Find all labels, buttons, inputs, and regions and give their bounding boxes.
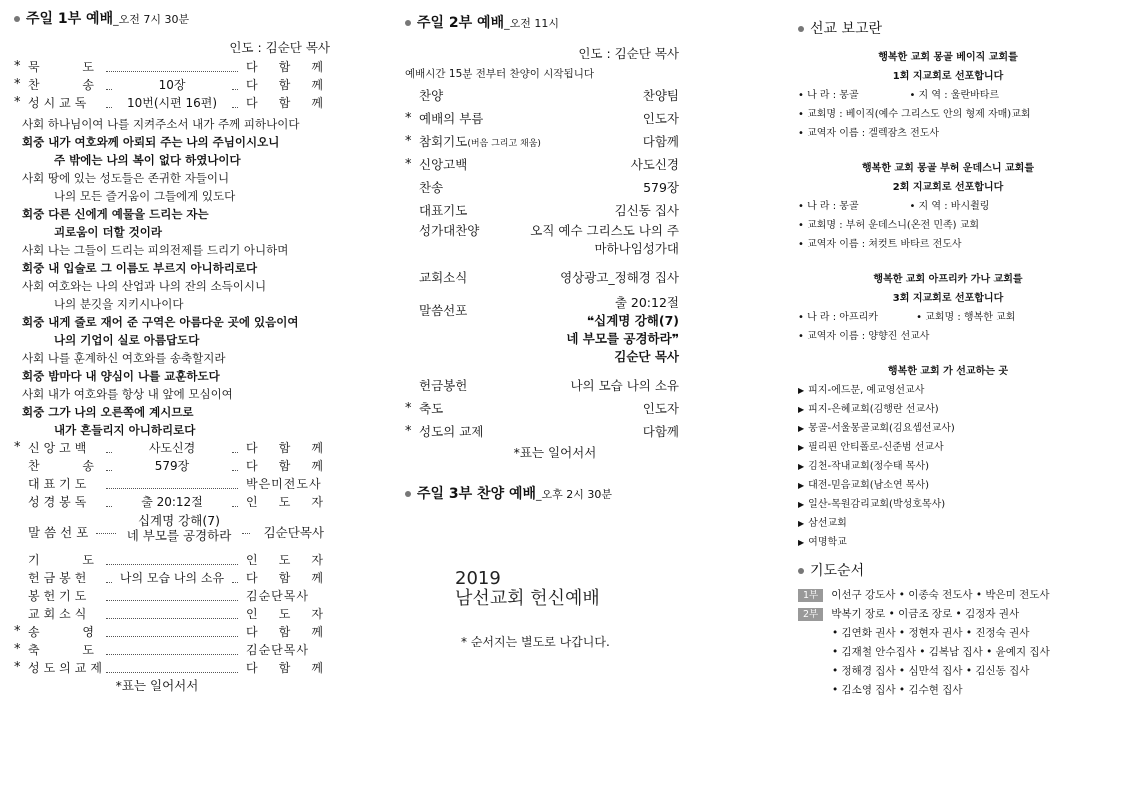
news-label: 교회소식 bbox=[419, 270, 468, 285]
order-row bbox=[14, 58, 330, 76]
reading-line: 회중 그가 나의 오른쪽에 계시므로 bbox=[22, 405, 194, 419]
prayer-row-2 bbox=[798, 605, 1098, 624]
mission-group bbox=[798, 48, 1098, 143]
order-row bbox=[14, 439, 330, 457]
support-item bbox=[798, 381, 1098, 400]
mission-column bbox=[798, 0, 1098, 700]
choir-row bbox=[405, 222, 685, 266]
standing-note: *표는 일어서서 bbox=[513, 445, 597, 460]
sermon-preacher: 김순단 목사 bbox=[614, 349, 679, 364]
event-year: 2019 bbox=[455, 568, 501, 589]
reading-line: 나의 모든 즐거움이 그들에게 있도다 bbox=[54, 189, 236, 203]
leader-dots bbox=[106, 89, 112, 90]
reading-line: 회중 내 입술로 그 이름도 부르지 아니하리로다 bbox=[22, 261, 258, 275]
triangle-bullet-icon: ▶ bbox=[798, 500, 805, 509]
order-row bbox=[14, 569, 330, 587]
leader-dots bbox=[106, 564, 238, 565]
support-item-text: 피지-에드문, 예교영선교사 bbox=[808, 385, 925, 396]
mission-detail: • 교역자 이름 : 겔렉잠츠 전도사 bbox=[798, 128, 940, 139]
leader-dots bbox=[106, 654, 238, 655]
standing-note: *표는 일어서서 bbox=[115, 678, 199, 693]
support-item-text: 피지-은혜교회(김행란 선교사) bbox=[808, 404, 939, 415]
support-item bbox=[798, 457, 1098, 476]
order-leader: 다 함 께 bbox=[246, 661, 324, 675]
reading-line: 사회 나를 훈계하신 여호와를 송축할지라 bbox=[22, 351, 226, 365]
order-leader: 김순단목사 bbox=[246, 643, 309, 657]
prayer-names: • 김연화 권사 • 정현자 권사 • 진정숙 권사 bbox=[832, 627, 1030, 639]
order-row bbox=[14, 493, 330, 511]
support-item bbox=[798, 476, 1098, 495]
triangle-bullet-icon: ▶ bbox=[798, 519, 805, 528]
order-label bbox=[419, 420, 483, 443]
bullet-dot-icon bbox=[405, 20, 411, 26]
mission-detail: • 나 라 : 몽골 • 지 역 : 바시췰링 bbox=[798, 201, 990, 212]
leader-dots bbox=[232, 470, 238, 471]
mission-group-declaration: 2회 지교회로 선포합니다 bbox=[892, 182, 1004, 193]
service-1-sermon-row bbox=[14, 511, 330, 551]
mission-title: 선교 보고란 bbox=[810, 21, 883, 37]
order-label: 대표기도 bbox=[28, 477, 91, 491]
triangle-bullet-icon: ▶ bbox=[798, 424, 805, 433]
standing-mark: * bbox=[14, 95, 21, 110]
prayer-names: 박복기 장로 • 이금조 장로 • 김정자 권사 bbox=[831, 608, 1020, 620]
order-label: 헌금봉헌 bbox=[28, 571, 91, 585]
responsive-reading bbox=[14, 115, 330, 439]
service-1-order-list bbox=[14, 58, 330, 112]
order-detail: 579장 bbox=[154, 459, 190, 473]
standing-mark: * bbox=[405, 134, 412, 149]
leader-dots bbox=[106, 470, 112, 471]
leader-dots bbox=[232, 506, 238, 507]
reading-line: 사회 나는 그들이 드리는 피의전제를 드리기 아니하며 bbox=[22, 243, 289, 257]
support-item-text: 대전-믿음교회(남소연 목사) bbox=[808, 480, 930, 491]
service-2-time: _오전 11시 bbox=[504, 17, 559, 30]
order-detail: 출 20:12절 bbox=[141, 495, 203, 509]
leader-dots bbox=[106, 71, 238, 72]
order-leader: 사도신경 bbox=[630, 157, 679, 172]
mission-detail: • 교회명 : 부허 운데스니(온전 민족) 교회 bbox=[798, 220, 980, 231]
choir-label: 성가대찬양 bbox=[419, 223, 480, 238]
leader-dots bbox=[96, 533, 116, 534]
support-list bbox=[798, 381, 1098, 552]
order-row bbox=[405, 107, 685, 130]
standing-mark: * bbox=[405, 424, 412, 439]
service-2-order-list-2 bbox=[405, 374, 685, 443]
support-item bbox=[798, 514, 1098, 533]
order-label: 성시교독 bbox=[28, 96, 91, 110]
order-leader: 인 도 자 bbox=[246, 607, 324, 621]
leader-dots bbox=[106, 582, 112, 583]
order-label: 송 영 bbox=[28, 625, 98, 639]
reading-line: 회중 내가 여호와께 아뢰되 주는 나의 주님이시오니 bbox=[22, 135, 280, 149]
leader-dots bbox=[232, 107, 238, 108]
sermon-scripture: 출 20:12절 bbox=[614, 295, 679, 310]
service-1-column bbox=[14, 0, 330, 695]
order-label-text: 신앙고백 bbox=[419, 157, 468, 172]
service-1-order-list-2 bbox=[14, 439, 330, 511]
reading-line: 사회 땅에 있는 성도들은 존귀한 자들이니 bbox=[22, 171, 230, 185]
prayer-names: • 김소영 집사 • 김수현 집사 bbox=[832, 684, 963, 696]
leader-dots bbox=[232, 582, 238, 583]
standing-mark: * bbox=[405, 111, 412, 126]
order-row bbox=[14, 475, 330, 493]
order-row bbox=[14, 76, 330, 94]
support-item-text: 필리핀 안티폴로-신준범 선교사 bbox=[808, 442, 944, 453]
support-item-text: 여명학교 bbox=[808, 537, 847, 548]
service-2-sermon-row bbox=[405, 294, 685, 370]
reading-line: 사회 여호와는 나의 산업과 나의 잔의 소득이시니 bbox=[22, 279, 267, 293]
service-2-heading bbox=[405, 12, 685, 32]
order-label: 성경봉독 bbox=[28, 495, 91, 509]
service-3-title: 주일 3부 찬양 예배 bbox=[417, 486, 537, 502]
leader-dots bbox=[106, 452, 112, 453]
standing-mark: * bbox=[14, 624, 21, 639]
order-leader: 박은미전도사 bbox=[246, 477, 322, 491]
triangle-bullet-icon: ▶ bbox=[798, 481, 805, 490]
order-label: 교회소식 bbox=[28, 607, 91, 621]
order-row bbox=[14, 457, 330, 475]
order-label-text: 헌금봉헌 bbox=[419, 378, 468, 393]
mission-group-declaration: 1회 지교회로 선포합니다 bbox=[892, 71, 1004, 82]
order-row bbox=[14, 641, 330, 659]
order-leader: 인도자 bbox=[642, 401, 679, 416]
event-block bbox=[455, 569, 685, 609]
reading-line: 괴로움이 더할 것이라 bbox=[54, 225, 162, 239]
order-label bbox=[419, 374, 467, 397]
order-leader: 다 함 께 bbox=[246, 459, 324, 473]
prayer-heading bbox=[798, 560, 1098, 580]
triangle-bullet-icon: ▶ bbox=[798, 405, 805, 414]
praise-start-note: 예배시간 15분 전부터 찬양이 시작됩니다 bbox=[405, 68, 594, 80]
order-row bbox=[405, 84, 685, 107]
order-leader: 다 함 께 bbox=[246, 571, 324, 585]
triangle-bullet-icon: ▶ bbox=[798, 386, 805, 395]
order-leader: 다 함 께 bbox=[246, 625, 324, 639]
sermon-label: 말씀선포 bbox=[419, 303, 468, 318]
support-item-text: 삼선교회 bbox=[808, 518, 847, 529]
bullet-dot-icon bbox=[798, 26, 804, 32]
mission-group-heading: 행복한 교회 몽골 부허 운데스니 교회를 bbox=[862, 163, 1034, 174]
order-label bbox=[419, 397, 443, 420]
prayer-names: 이선구 강도사 • 이종숙 전도사 • 박은미 전도사 bbox=[831, 589, 1050, 601]
support-item bbox=[798, 533, 1098, 552]
standing-mark: * bbox=[405, 157, 412, 172]
order-row bbox=[14, 605, 330, 623]
service-1-presider: 인도 : 김순단 목사 bbox=[229, 40, 330, 55]
service-1-title: 주일 1부 예배 bbox=[26, 11, 114, 27]
support-item-text: 일산-목원감리교회(박성호목사) bbox=[808, 499, 946, 510]
event-name: 남선교회 헌신예배 bbox=[455, 588, 600, 609]
leader-dots bbox=[232, 89, 238, 90]
reading-line: 회중 다른 신에게 예물을 드리는 자는 bbox=[22, 207, 209, 221]
support-item bbox=[798, 438, 1098, 457]
order-label: 찬 송 bbox=[28, 459, 98, 473]
order-row bbox=[405, 374, 685, 397]
order-label: 기 도 bbox=[28, 553, 98, 567]
mission-group bbox=[798, 159, 1098, 254]
mission-group-heading: 행복한 교회 몽골 베이직 교회를 bbox=[878, 52, 1018, 63]
mission-detail: • 교역자 이름 : 쳐컷트 바타르 전도사 bbox=[798, 239, 962, 250]
mission-detail: • 나 라 : 몽골 • 지 역 : 울란바타르 bbox=[798, 90, 1000, 101]
service-2-presider: 인도 : 김순단 목사 bbox=[578, 46, 679, 61]
service-badge: 2부 bbox=[798, 608, 823, 621]
prayer-list bbox=[798, 586, 1098, 700]
service-badge: 1부 bbox=[798, 589, 823, 602]
order-row bbox=[14, 551, 330, 569]
triangle-bullet-icon: ▶ bbox=[798, 538, 805, 547]
sermon-title-line1: ❝십계명 강해(7) bbox=[586, 313, 679, 328]
sermon-label: 말씀선포 bbox=[28, 525, 93, 540]
reading-line: 회중 밤마다 내 양심이 나를 교훈하도다 bbox=[22, 369, 220, 383]
order-row bbox=[14, 587, 330, 605]
order-row bbox=[405, 420, 685, 443]
order-label: 묵 도 bbox=[28, 60, 98, 74]
reading-line: 사회 하나님이여 나를 지켜주소서 내가 주께 피하나이다 bbox=[22, 117, 300, 131]
support-item bbox=[798, 495, 1098, 514]
reading-line: 나의 기업이 실로 아름답도다 bbox=[54, 333, 200, 347]
leader-dots bbox=[106, 618, 238, 619]
order-label: 신앙고백 bbox=[28, 441, 91, 455]
service-3-heading bbox=[405, 483, 685, 503]
order-row bbox=[14, 623, 330, 641]
service-2-title: 주일 2부 예배 bbox=[417, 15, 505, 31]
bullet-dot-icon bbox=[14, 16, 20, 22]
leader-dots bbox=[232, 452, 238, 453]
order-leader: 다 함 께 bbox=[246, 441, 324, 455]
order-leader: 다 함 께 bbox=[246, 96, 324, 110]
order-leader: 나의 모습 나의 소유 bbox=[570, 378, 679, 393]
leader-dots bbox=[242, 533, 250, 534]
leader-dots bbox=[106, 636, 238, 637]
order-label-text: 참회기도 bbox=[419, 134, 468, 149]
reading-line: 사회 내가 여호와를 항상 내 앞에 모심이여 bbox=[22, 387, 233, 401]
service-1-time: _오전 7시 30분 bbox=[113, 13, 190, 26]
reading-line: 주 밖에는 나의 복이 없다 하였나이다 bbox=[54, 153, 241, 167]
leader-dots bbox=[106, 672, 238, 673]
triangle-bullet-icon: ▶ bbox=[798, 443, 805, 452]
order-leader: 김순단목사 bbox=[246, 589, 309, 603]
prayer-names: • 정해경 집사 • 심만석 집사 • 김신동 집사 bbox=[832, 665, 1030, 677]
order-leader: 다 함 께 bbox=[246, 60, 324, 74]
order-row bbox=[14, 94, 330, 112]
order-label-text: 찬양 bbox=[419, 88, 444, 103]
service-1-heading bbox=[14, 8, 330, 28]
order-leader: 인도자 bbox=[642, 111, 679, 126]
order-leader: 인 도 자 bbox=[246, 553, 324, 567]
order-row bbox=[405, 397, 685, 420]
mission-group-heading: 행복한 교회 아프리카 가나 교회를 bbox=[873, 274, 1023, 285]
service-2-order-list bbox=[405, 84, 685, 222]
order-leader: 579장 bbox=[643, 180, 679, 195]
mission-detail: • 나 라 : 아프리카 • 교회명 : 행복한 교회 bbox=[798, 312, 1016, 323]
order-label-text: 예배의 부름 bbox=[419, 111, 484, 126]
support-item bbox=[798, 400, 1098, 419]
order-label-text: 찬송 bbox=[419, 180, 444, 195]
order-row bbox=[14, 659, 330, 677]
news-detail: 영상광고_정해경 집사 bbox=[560, 270, 679, 285]
standing-mark: * bbox=[14, 660, 21, 675]
order-label-text: 성도의 교제 bbox=[419, 424, 484, 439]
leader-dots bbox=[106, 488, 238, 489]
order-leader: 김신동 집사 bbox=[614, 203, 679, 218]
order-label: 찬 송 bbox=[28, 78, 98, 92]
order-leader: 다함께 bbox=[642, 424, 679, 439]
support-title: 행복한 교회 가 선교하는 곳 bbox=[887, 366, 1009, 377]
choir-song: 오직 예수 그리스도 나의 주 bbox=[530, 223, 679, 238]
order-label-text: 대표기도 bbox=[419, 203, 468, 218]
standing-mark: * bbox=[14, 440, 21, 455]
standing-mark: * bbox=[14, 77, 21, 92]
triangle-bullet-icon: ▶ bbox=[798, 462, 805, 471]
leader-dots bbox=[106, 600, 238, 601]
mission-groups bbox=[798, 48, 1098, 346]
service-3-time: _오후 2시 30분 bbox=[536, 488, 613, 501]
sermon-preacher: 김순단목사 bbox=[263, 525, 324, 540]
order-detail: 사도신경 bbox=[148, 441, 196, 455]
order-row bbox=[405, 199, 685, 222]
standing-mark: * bbox=[14, 642, 21, 657]
order-label-note: (버음 그리고 채움) bbox=[467, 139, 541, 149]
mission-detail: • 교역자 이름 : 양향진 선교사 bbox=[798, 331, 930, 342]
prayer-names: • 김재철 안수집사 • 김복남 집사 • 윤예지 집사 bbox=[832, 646, 1050, 658]
order-label: 봉헌기도 bbox=[28, 589, 91, 603]
order-detail: 10번(시편 16편) bbox=[126, 96, 218, 110]
leader-dots bbox=[106, 107, 112, 108]
reading-line: 내가 흔들리지 아니하리로다 bbox=[54, 423, 196, 437]
order-row bbox=[405, 153, 685, 176]
mission-heading bbox=[798, 18, 1098, 38]
order-leader: 다 함 께 bbox=[246, 78, 324, 92]
reading-line: 나의 분깃을 지키시나이다 bbox=[54, 297, 184, 311]
order-row bbox=[405, 176, 685, 199]
order-detail: 나의 모습 나의 소유 bbox=[119, 571, 225, 585]
news-row bbox=[405, 266, 685, 294]
choir-name: 마하나임성가대 bbox=[594, 241, 679, 256]
bullet-dot-icon bbox=[798, 568, 804, 574]
mission-group-declaration: 3회 지교회로 선포합니다 bbox=[892, 293, 1004, 304]
order-leader: 인 도 자 bbox=[246, 495, 324, 509]
sermon-title-line1: 십계명 강해(7) bbox=[137, 513, 221, 528]
mission-group bbox=[798, 270, 1098, 346]
standing-mark: * bbox=[14, 59, 21, 74]
order-detail: 10장 bbox=[158, 78, 186, 92]
order-leader: 다함께 bbox=[642, 134, 679, 149]
support-item bbox=[798, 419, 1098, 438]
sermon-title-line2: 네 부모를 공경하라❞ bbox=[566, 331, 679, 346]
sermon-title-line2: 네 부모를 공경하라 bbox=[126, 528, 232, 543]
prayer-row-1 bbox=[798, 586, 1098, 605]
bullet-dot-icon bbox=[405, 491, 411, 497]
service-2-column bbox=[405, 0, 685, 650]
leader-dots bbox=[106, 506, 112, 507]
order-label: 성도의교제 bbox=[28, 661, 106, 675]
order-leader: 찬양팀 bbox=[642, 88, 679, 103]
support-item-text: 김천-작내교회(정수태 목사) bbox=[808, 461, 930, 472]
support-item-text: 몽골-서울몽골교회(김요셉선교사) bbox=[808, 423, 955, 434]
service-1-order-list-3 bbox=[14, 551, 330, 677]
reading-line: 회중 내게 줄로 재어 준 구역은 아름다운 곳에 있음이여 bbox=[22, 315, 299, 329]
prayer-title: 기도순서 bbox=[810, 563, 865, 579]
order-label: 축 도 bbox=[28, 643, 98, 657]
order-label-text: 축도 bbox=[419, 401, 444, 416]
order-row bbox=[405, 130, 685, 153]
standing-mark: * bbox=[405, 401, 412, 416]
event-note: * 순서지는 별도로 나갑니다. bbox=[461, 635, 610, 649]
mission-detail: • 교회명 : 베이직(예수 그리스도 안의 형제 자매)교회 bbox=[798, 109, 1031, 120]
